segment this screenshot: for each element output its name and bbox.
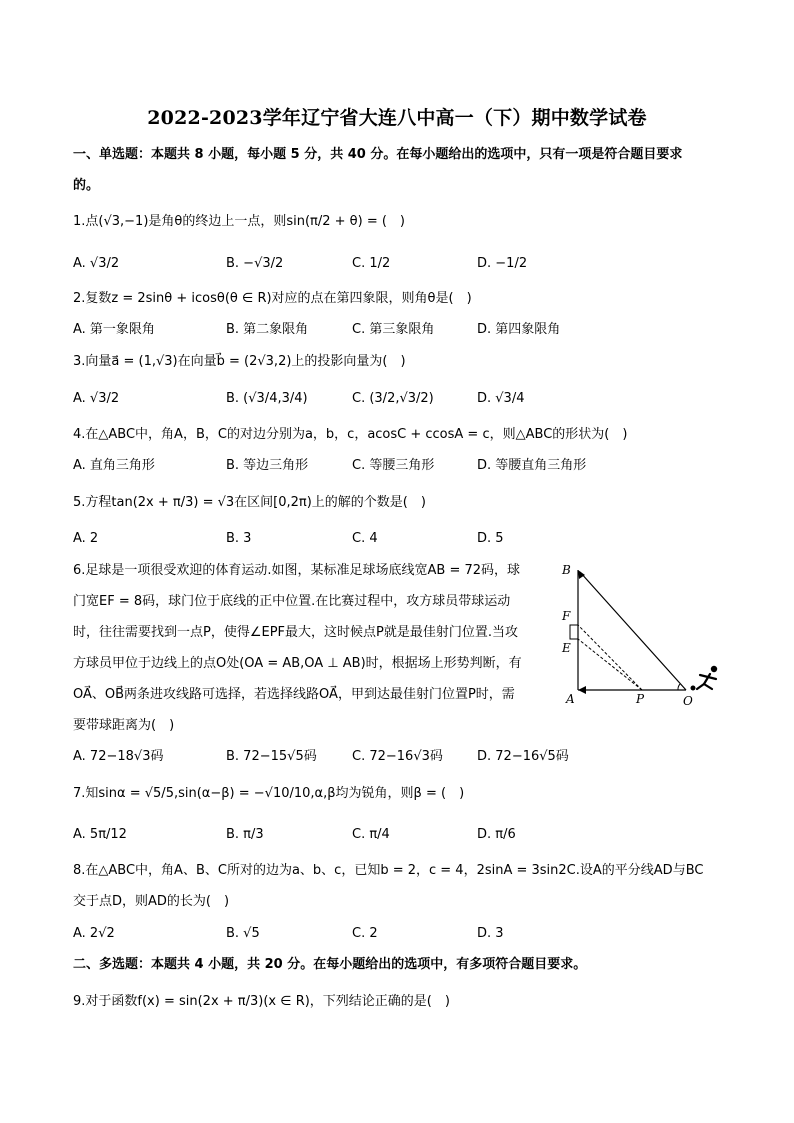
line-pf xyxy=(578,625,642,690)
question-6-option-d: D. 72−16√5码 xyxy=(477,749,569,764)
question-5-option-d: D. 5 xyxy=(477,531,504,546)
question-8-option-d: D. 3 xyxy=(477,926,504,941)
label-o: O xyxy=(683,694,693,708)
question-2-option-a: A. 第一象限角 xyxy=(73,322,155,337)
question-6-line-4: 方球员甲位于边线上的点O处(OA = AB,OA ⊥ AB)时，根据场上形势判断，有 xyxy=(73,656,522,671)
question-7-option-b: B. π/3 xyxy=(226,827,264,842)
question-3-stem: 3.向量a⃗ = (1,√3)在向量b⃗ = (2√3,2)上的投影向量为( ) xyxy=(73,354,406,369)
line-pe xyxy=(578,639,642,690)
question-2-option-c: C. 第三象限角 xyxy=(352,322,435,337)
section-2-heading: 二、多选题：本题共 4 小题，共 20 分。在每小题给出的选项中，有多项符合题目要求。 xyxy=(73,957,587,972)
question-6-line-1: 6.足球是一项很受欢迎的体育运动.如图，某标准足球场底线宽AB = 72码，球 xyxy=(73,563,521,578)
runner-icon xyxy=(691,666,718,691)
question-8-option-a: A. 2√2 xyxy=(73,926,115,941)
arrow-ob xyxy=(578,570,585,579)
question-6-line-5: OA⃗、OB⃗两条进攻线路可选择，若选择线路OA⃗，甲到达最佳射门位置P时，需 xyxy=(73,687,515,702)
angle-arc-o xyxy=(678,684,680,690)
question-6-option-b: B. 72−15√5码 xyxy=(226,749,317,764)
question-1-stem: 1.点(√3,−1)是角θ的终边上一点，则sin(π/2 + θ) = ( ) xyxy=(73,214,406,229)
page-title: 2022-2023学年辽宁省大连八中高一（下）期中数学试卷 xyxy=(147,107,647,129)
question-6-line-3: 时，往往需要找到一点P，使得∠EPF最大，这时候点P就是最佳射门位置.当攻 xyxy=(73,625,518,640)
question-2-stem: 2.复数z = 2sinθ + icosθ(θ ∈ R)对应的点在第四象限，则角θ是( ) xyxy=(73,291,472,306)
question-7-option-c: C. π/4 xyxy=(352,827,390,842)
question-8-line-1: 8.在△ABC中，角A、B、C所对的边为a、b、c，已知b = 2，c = 4，2sinA = 3sin2C.设A的平分线AD与BC xyxy=(73,863,704,878)
question-3-option-d: D. √3/4 xyxy=(477,391,525,406)
question-1-option-d: D. −1/2 xyxy=(477,256,528,271)
question-3-option-c: C. (3/2,√3/2) xyxy=(352,391,434,406)
section-1-heading-cont: 的。 xyxy=(73,178,100,193)
question-8-line-2: 交于点D，则AD的长为( ) xyxy=(73,894,230,909)
question-1-option-a: A. √3/2 xyxy=(73,256,120,271)
question-1-option-c: C. 1/2 xyxy=(352,256,391,271)
label-e: E xyxy=(562,641,571,655)
question-8-option-b: B. √5 xyxy=(226,926,260,941)
question-8-option-c: C. 2 xyxy=(352,926,378,941)
question-6-line-2: 门宽EF = 8码，球门位于底线的正中位置.在比赛过程中，攻方球员带球运动 xyxy=(73,594,511,609)
question-4-option-a: A. 直角三角形 xyxy=(73,458,155,473)
question-3-option-a: A. √3/2 xyxy=(73,391,120,406)
question-5-option-c: C. 4 xyxy=(352,531,378,546)
question-6-option-a: A. 72−18√3码 xyxy=(73,749,164,764)
section-1-heading: 一、单选题：本题共 8 小题，每小题 5 分，共 40 分。在每小题给出的选项中，只有一项是符合题目要求 xyxy=(73,147,683,162)
question-3-option-b: B. (√3/4,3/4) xyxy=(226,391,308,406)
label-p: P xyxy=(636,692,645,706)
question-4-option-b: B. 等边三角形 xyxy=(226,458,309,473)
arrow-oa xyxy=(578,686,586,694)
question-4-option-c: C. 等腰三角形 xyxy=(352,458,435,473)
label-b: B xyxy=(562,563,571,577)
question-2-option-b: B. 第二象限角 xyxy=(226,322,309,337)
question-7-stem: 7.知sinα = √5/5,sin(α−β) = −√10/10,α,β均为锐角，则β = ( ) xyxy=(73,786,465,801)
question-9-stem: 9.对于函数f(x) = sin(2x + π/3)(x ∈ R)，下列结论正确的是( ) xyxy=(73,994,450,1009)
question-5-stem: 5.方程tan(2x + π/3) = √3在区间[0,2π)上的解的个数是( ) xyxy=(73,495,426,510)
question-7-option-a: A. 5π/12 xyxy=(73,827,127,842)
question-2-option-d: D. 第四象限角 xyxy=(477,322,561,337)
question-4-stem: 4.在△ABC中，角A，B，C的对边分别为a，b，c，acosC + ccosA = c，则△ABC的形状为( ) xyxy=(73,427,628,442)
label-f: F xyxy=(562,609,571,623)
goal-box xyxy=(570,625,578,639)
line-ob xyxy=(580,572,686,690)
question-4-option-d: D. 等腰直角三角形 xyxy=(477,458,587,473)
question-5-option-b: B. 3 xyxy=(226,531,252,546)
question-5-option-a: A. 2 xyxy=(73,531,99,546)
question-6-line-6: 要带球距离为( ) xyxy=(73,718,175,733)
question-6-option-c: C. 72−16√3码 xyxy=(352,749,443,764)
soccer-field-diagram xyxy=(558,558,728,708)
label-a: A xyxy=(566,692,575,706)
question-1-option-b: B. −√3/2 xyxy=(226,256,284,271)
question-7-option-d: D. π/6 xyxy=(477,827,516,842)
